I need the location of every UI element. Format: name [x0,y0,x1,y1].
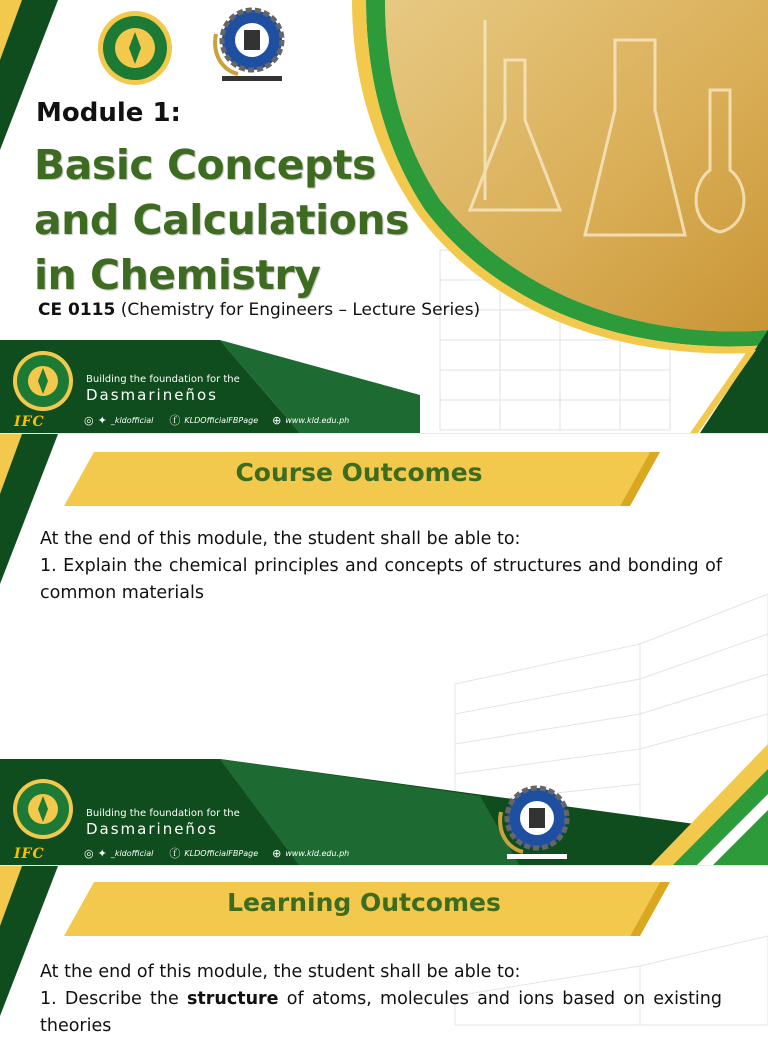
facebook-page-link[interactable]: KLDOfficialFBPage [184,415,259,425]
website-link[interactable]: www.kld.edu.ph [285,848,350,858]
ifc-logo: IFC [14,414,45,430]
seal-icon [12,778,74,840]
course-description: (Chemistry for Engineers – Lecture Series) [120,300,481,320]
seal-icon [97,10,173,86]
banner-title: Course Outcomes [235,458,483,487]
slide-title [34,138,454,303]
tagline-line1: Building the foundation for the [86,374,240,385]
tagline-line1: Building the foundation for the [86,808,240,819]
twitter-icon[interactable]: ✦ [97,846,107,860]
title-line: and Calculations [34,196,409,244]
intro-text: At the end of this module, the student shall be able to: [40,529,521,549]
intro-text: At the end of this module, the student shall be able to: [40,962,521,982]
outcome-item [40,986,722,1040]
tagline-line2: Dasmarineños [86,820,218,838]
outcome-item: 1. Explain the chemical principles and concepts of structures and bonding of common materials [40,556,722,603]
twitter-icon[interactable]: ✦ [97,413,107,427]
title-line: Basic Concepts [34,141,376,189]
course-line [38,300,480,320]
outcome-suffix: of atoms, molecules and ions based on existing theories [40,989,722,1036]
learning-outcomes-text [40,959,722,1040]
outcome-prefix: 1. Describe the [40,989,187,1009]
globe-icon[interactable]: ⊕ [272,413,282,427]
social-links [84,412,349,428]
instagram-twitter-handle[interactable]: _kldofficial [110,415,154,425]
module-label: Module 1: [36,98,181,128]
website-link[interactable]: www.kld.edu.ph [285,415,350,425]
course-outcomes-background [0,434,768,866]
course-outcomes-slide [0,433,768,866]
globe-icon[interactable]: ⊕ [272,846,282,860]
engineering-logo-icon [208,4,288,84]
facebook-icon[interactable]: ⓕ [169,847,181,860]
seal-icon [12,350,74,412]
facebook-icon[interactable]: ⓕ [169,414,181,427]
instagram-twitter-handle[interactable]: _kldofficial [110,848,154,858]
ifc-logo: IFC [14,846,45,862]
instagram-icon[interactable]: ◎ [84,413,94,427]
instagram-icon[interactable]: ◎ [84,846,94,860]
course-outcomes-text [40,526,722,607]
title-slide [0,0,768,433]
social-links [84,845,349,861]
course-code: CE 0115 [38,300,116,320]
learning-outcomes-slide [0,865,768,1036]
facebook-page-link[interactable]: KLDOfficialFBPage [184,848,259,858]
banner-title: Learning Outcomes [227,888,501,917]
title-line: in Chemistry [34,251,321,299]
outcome-emphasis: structure [186,989,279,1009]
tagline-line2: Dasmarineños [86,386,218,404]
engineering-logo-icon [493,782,573,860]
